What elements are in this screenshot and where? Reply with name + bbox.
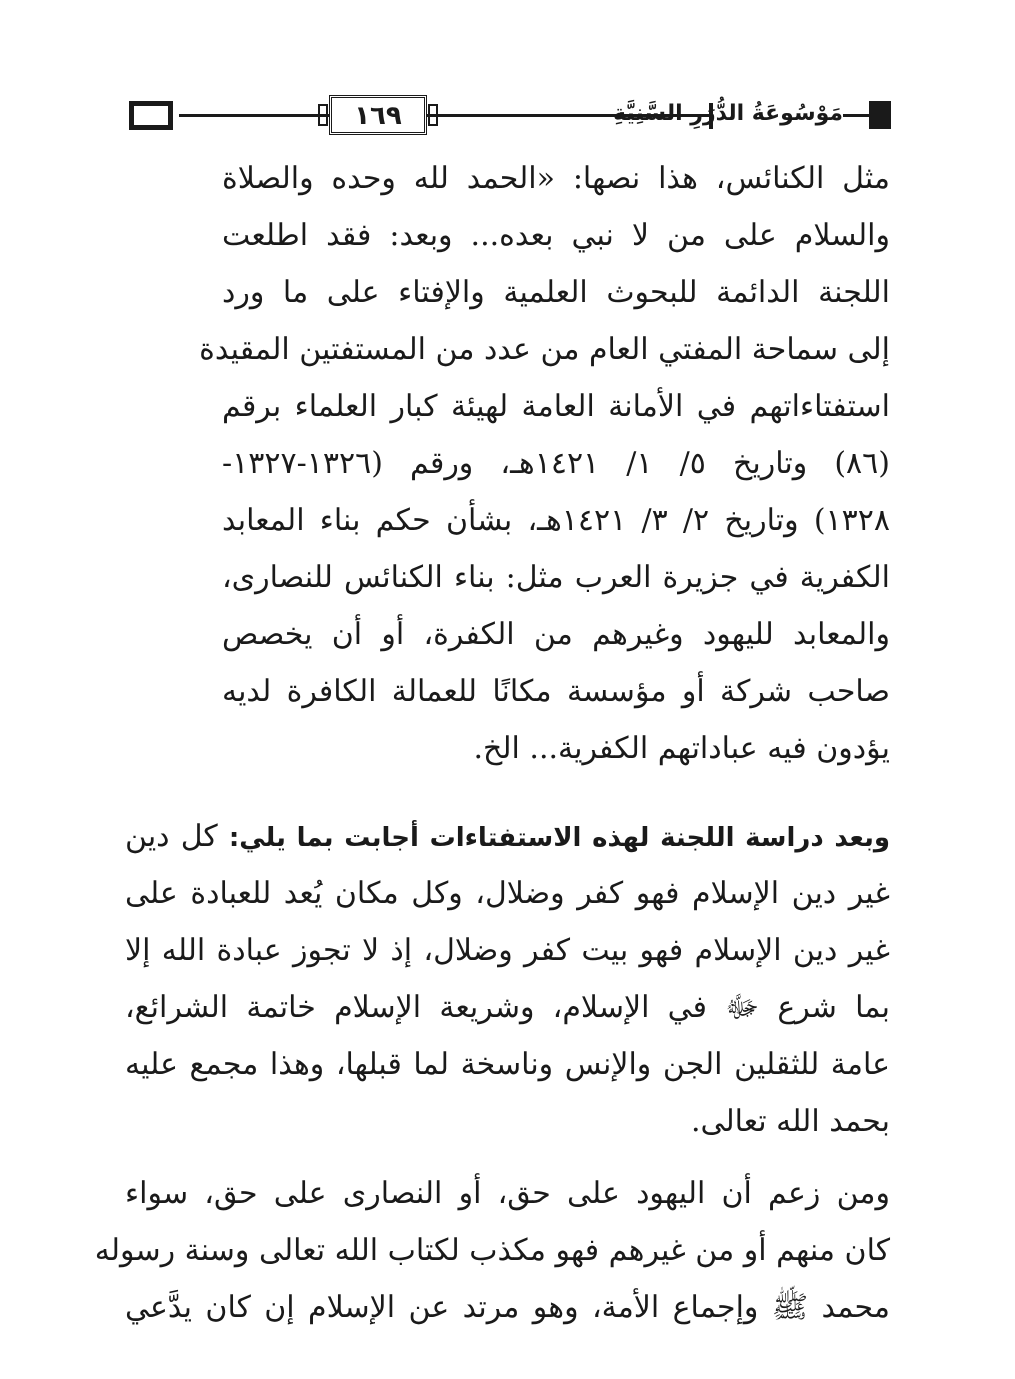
header-ornament-left (129, 101, 173, 130)
page-number-frame (329, 95, 427, 135)
quoted-fatwa-text (199, 150, 890, 777)
text-line: ومن زعم أن اليهود على حق، أو النصارى على حق، سواء (125, 1176, 890, 1211)
text-line-lead (125, 808, 890, 865)
text-line: بحمد الله تعالى. (690, 1104, 890, 1139)
text-line: صاحب شركة أو مؤسسة مكانًا للعمالة الكافرة لديه (222, 674, 890, 709)
text-line: عامة للثقلين الجن والإنس وناسخة لما قبلها، وهذا مجمع عليه (125, 1047, 890, 1082)
text-line: غير دين الإسلام فهو بيت كفر وضلال، إذ لا تجوز عبادة الله إلا (125, 933, 890, 968)
paragraph-claim-ruling (94, 1165, 890, 1336)
paragraph-committee-answer (125, 808, 890, 1150)
text-line: بما شرع ﷻ في الإسلام، وشريعة الإسلام خاتمة الشرائع، (125, 990, 890, 1025)
page-number: ١٦٩ (354, 101, 402, 131)
text-line: الكفرية في جزيرة العرب مثل: بناء الكنائس للنصارى، (222, 560, 890, 595)
page-header (125, 92, 890, 138)
text-line: (٨٦) وتاريخ ٥/ ١/ ١٤٢١هـ، ورقم (١٣٢٦-١٣٢٧- (222, 446, 890, 481)
text-line: مثل الكنائس، هذا نصها: «الحمد لله وحده والصلاة (222, 161, 890, 196)
text-line: كان منهم أو من غيرهم فهو مكذب لكتاب الله تعالى وسنة رسوله (94, 1233, 890, 1268)
text-line: ١٣٢٨) وتاريخ ٢/ ٣/ ١٤٢١هـ، بشأن حكم بناء المعابد (222, 503, 890, 538)
header-rule-right (843, 114, 869, 117)
text-line: والسلام على من لا نبي بعده... وبعد: فقد اطلعت (222, 218, 890, 253)
text-line: والمعابد لليهود وغيرهم من الكفرة، أو أن يخصص (222, 617, 890, 652)
text-line: استفتاءاتهم في الأمانة العامة لهيئة كبار العلماء برقم (222, 389, 890, 424)
header-ornament-right (869, 101, 891, 129)
text-line: غير دين الإسلام فهو كفر وضلال، وكل مكان يُعد للعبادة على (125, 876, 890, 911)
text-line: اللجنة الدائمة للبحوث العلمية والإفتاء على ما ورد (222, 275, 890, 310)
text-line: يؤدون فيه عباداتهم الكفرية... الخ. (473, 731, 890, 766)
header-rule-left (179, 114, 329, 117)
text-line: محمد ﷺ وإجماع الأمة، وهو مرتد عن الإسلام إن كان يدَّعي (125, 1290, 890, 1325)
bold-lead-phrase: وبعد دراسة اللجنة لهذه الاستفتاءات أجابت بما يلي: (228, 823, 890, 853)
lead-continuation: كل دين (125, 819, 229, 854)
book-title: مَوْسُوعَةُ الدُّرَرِ السَّنِيَّةِ (613, 101, 843, 126)
text-line: إلى سماحة المفتي العام من عدد من المستفتين المقيدة (199, 332, 890, 367)
